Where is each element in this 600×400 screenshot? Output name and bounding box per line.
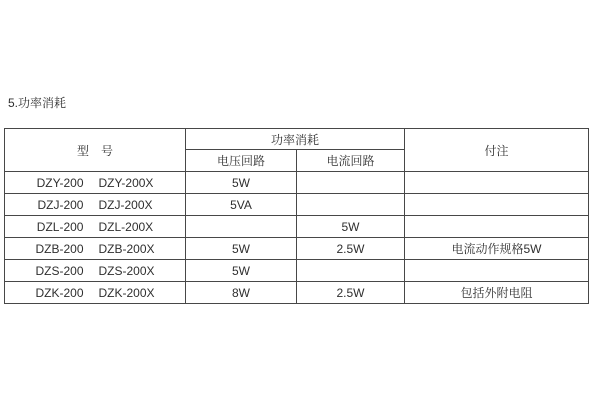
current-cell: 2.5W [297,238,405,260]
header-power-group: 功率消耗 [186,129,405,150]
voltage-cell: 5W [186,172,297,194]
model-a: DZY-200 [36,175,84,190]
model-b: DZS-200X [98,263,155,278]
table-row [5,238,589,260]
model-b: DZB-200X [98,241,155,256]
header-row-top [5,129,589,150]
header-current-circuit: 电流回路 [297,150,405,172]
current-cell [297,260,405,282]
model-b: DZY-200X [98,175,154,190]
note-cell [405,172,589,194]
note-cell [405,260,589,282]
voltage-cell: 5W [186,260,297,282]
model-b: DZJ-200X [98,197,153,212]
note-cell [405,216,589,238]
header-model: 型 号 [5,129,186,172]
current-cell: 2.5W [297,282,405,304]
note-cell: 电流动作规格5W [405,238,589,260]
table-row [5,216,589,238]
model-b: DZK-200X [98,285,155,300]
model-cell [5,194,186,216]
header-notes: 付注 [405,129,589,172]
model-a: DZS-200 [35,263,84,278]
model-cell [5,260,186,282]
current-cell: 5W [297,216,405,238]
model-cell [5,238,186,260]
voltage-cell: 8W [186,282,297,304]
header-voltage-circuit: 电压回路 [186,150,297,172]
note-cell [405,194,589,216]
model-cell [5,172,186,194]
section-title: 5.功率消耗 [8,96,67,110]
model-b: DZL-200X [98,219,154,234]
model-a: DZJ-200 [37,197,84,212]
current-cell [297,194,405,216]
power-consumption-table [4,128,589,304]
voltage-cell: 5W [186,238,297,260]
table-row [5,194,589,216]
table-row [5,172,589,194]
current-cell [297,172,405,194]
table-row [5,282,589,304]
model-cell [5,282,186,304]
voltage-cell [186,216,297,238]
voltage-cell: 5VA [186,194,297,216]
note-cell: 包括外附电阻 [405,282,589,304]
model-a: DZB-200 [35,241,84,256]
model-cell [5,216,186,238]
model-a: DZK-200 [35,285,84,300]
table-row [5,260,589,282]
model-a: DZL-200 [36,219,84,234]
